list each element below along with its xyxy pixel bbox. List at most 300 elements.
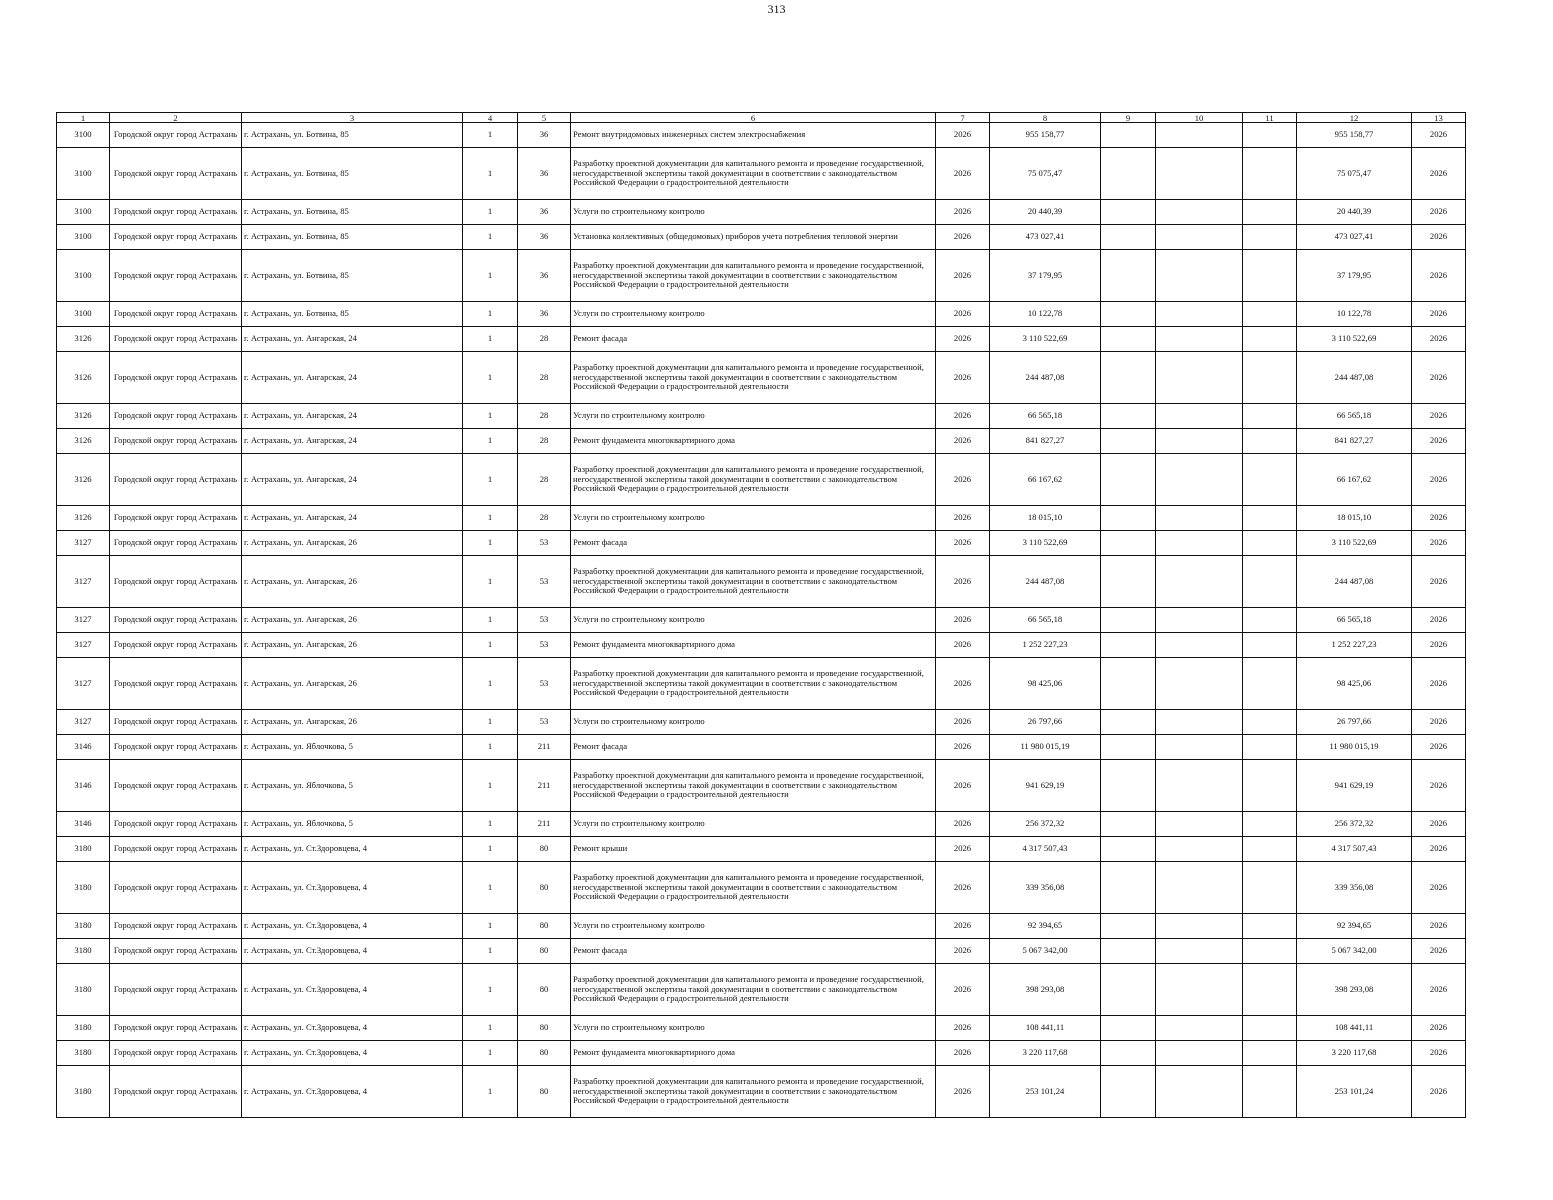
capital-repair-table bbox=[56, 112, 1466, 1118]
col-10-cell bbox=[1156, 658, 1243, 710]
completion-year-cell: 2026 bbox=[1412, 633, 1466, 658]
completion-year-cell: 2026 bbox=[1412, 914, 1466, 939]
address-cell: г. Астрахань, ул. Яблочкова, 5 bbox=[242, 812, 463, 837]
address-cell: г. Астрахань, ул. Ангарская, 24 bbox=[242, 404, 463, 429]
col-11-cell bbox=[1243, 225, 1297, 250]
row-id-cell: 3127 bbox=[57, 531, 110, 556]
cost-cell: 98 425,06 bbox=[990, 658, 1101, 710]
row-id-cell: 3127 bbox=[57, 633, 110, 658]
completion-year-cell: 2026 bbox=[1412, 939, 1466, 964]
col-10-cell bbox=[1156, 250, 1243, 302]
col-5-cell: 80 bbox=[518, 837, 571, 862]
col-10-cell bbox=[1156, 506, 1243, 531]
col-11-cell bbox=[1243, 123, 1297, 148]
col-11-cell bbox=[1243, 939, 1297, 964]
col-5-cell: 80 bbox=[518, 1016, 571, 1041]
year-cell: 2026 bbox=[936, 862, 990, 914]
total-cost-cell: 108 441,11 bbox=[1297, 1016, 1412, 1041]
work-type-cell: Ремонт фундамента многоквартирного дома bbox=[571, 1041, 936, 1066]
municipality-cell: Городской округ город Астрахань bbox=[110, 812, 242, 837]
cost-cell: 244 487,08 bbox=[990, 556, 1101, 608]
col-11-cell bbox=[1243, 200, 1297, 225]
municipality-cell: Городской округ город Астрахань bbox=[110, 506, 242, 531]
completion-year-cell: 2026 bbox=[1412, 352, 1466, 404]
col-4-cell: 1 bbox=[463, 914, 518, 939]
completion-year-cell: 2026 bbox=[1412, 327, 1466, 352]
col-4-cell: 1 bbox=[463, 658, 518, 710]
table-row bbox=[57, 404, 1466, 429]
address-cell: г. Астрахань, ул. Ботвина, 85 bbox=[242, 200, 463, 225]
year-cell: 2026 bbox=[936, 352, 990, 404]
work-type-cell: Ремонт фасада bbox=[571, 531, 936, 556]
col-4-cell: 1 bbox=[463, 939, 518, 964]
work-type-cell: Разработку проектной документации для капитального ремонта и проведение государственной, негосударственной экспертизы такой документации в соответствии с законодательством Российской Федерации о градостроительной деятельности bbox=[571, 862, 936, 914]
municipality-cell: Городской округ город Астрахань bbox=[110, 914, 242, 939]
row-id-cell: 3126 bbox=[57, 454, 110, 506]
total-cost-cell: 3 220 117,68 bbox=[1297, 1041, 1412, 1066]
total-cost-cell: 398 293,08 bbox=[1297, 964, 1412, 1016]
work-type-cell: Услуги по строительному контролю bbox=[571, 200, 936, 225]
col-5-cell: 80 bbox=[518, 862, 571, 914]
work-type-cell: Разработку проектной документации для капитального ремонта и проведение государственной, негосударственной экспертизы такой документации в соответствии с законодательством Российской Федерации о градостроительной деятельности bbox=[571, 148, 936, 200]
completion-year-cell: 2026 bbox=[1412, 812, 1466, 837]
completion-year-cell: 2026 bbox=[1412, 710, 1466, 735]
cost-cell: 339 356,08 bbox=[990, 862, 1101, 914]
total-cost-cell: 339 356,08 bbox=[1297, 862, 1412, 914]
row-id-cell: 3100 bbox=[57, 250, 110, 302]
col-10-cell bbox=[1156, 429, 1243, 454]
work-type-cell: Разработку проектной документации для капитального ремонта и проведение государственной, негосударственной экспертизы такой документации в соответствии с законодательством Российской Федерации о градостроительной деятельности bbox=[571, 352, 936, 404]
col-10-cell bbox=[1156, 1041, 1243, 1066]
completion-year-cell: 2026 bbox=[1412, 225, 1466, 250]
table-row bbox=[57, 123, 1466, 148]
col-4-cell: 1 bbox=[463, 710, 518, 735]
col-10-cell bbox=[1156, 148, 1243, 200]
col-4-cell: 1 bbox=[463, 812, 518, 837]
work-type-cell: Разработку проектной документации для капитального ремонта и проведение государственной, негосударственной экспертизы такой документации в соответствии с законодательством Российской Федерации о градостроительной деятельности bbox=[571, 556, 936, 608]
col-9-cell bbox=[1101, 837, 1156, 862]
col-4-cell: 1 bbox=[463, 608, 518, 633]
row-id-cell: 3127 bbox=[57, 710, 110, 735]
col-9-cell bbox=[1101, 327, 1156, 352]
total-cost-cell: 941 629,19 bbox=[1297, 760, 1412, 812]
total-cost-cell: 841 827,27 bbox=[1297, 429, 1412, 454]
address-cell: г. Астрахань, ул. Ангарская, 26 bbox=[242, 633, 463, 658]
total-cost-cell: 244 487,08 bbox=[1297, 556, 1412, 608]
cost-cell: 37 179,95 bbox=[990, 250, 1101, 302]
col-9-cell bbox=[1101, 862, 1156, 914]
col-9-cell bbox=[1101, 454, 1156, 506]
col-9-cell bbox=[1101, 352, 1156, 404]
address-cell: г. Астрахань, ул. Ангарская, 24 bbox=[242, 506, 463, 531]
row-id-cell: 3146 bbox=[57, 760, 110, 812]
work-type-cell: Установка коллективных (общедомовых) приборов учета потребления тепловой энергии bbox=[571, 225, 936, 250]
total-cost-cell: 98 425,06 bbox=[1297, 658, 1412, 710]
work-type-cell: Ремонт фасада bbox=[571, 735, 936, 760]
col-11-cell bbox=[1243, 608, 1297, 633]
completion-year-cell: 2026 bbox=[1412, 302, 1466, 327]
col-11-cell bbox=[1243, 633, 1297, 658]
row-id-cell: 3126 bbox=[57, 352, 110, 404]
address-cell: г. Астрахань, ул. Ст.Здоровцева, 4 bbox=[242, 837, 463, 862]
cost-cell: 941 629,19 bbox=[990, 760, 1101, 812]
col-9-cell bbox=[1101, 710, 1156, 735]
col-10-cell bbox=[1156, 454, 1243, 506]
col-5-cell: 211 bbox=[518, 760, 571, 812]
total-cost-cell: 20 440,39 bbox=[1297, 200, 1412, 225]
row-id-cell: 3180 bbox=[57, 1066, 110, 1118]
col-10-cell bbox=[1156, 1066, 1243, 1118]
municipality-cell: Городской округ город Астрахань bbox=[110, 735, 242, 760]
col-11-cell bbox=[1243, 1041, 1297, 1066]
address-cell: г. Астрахань, ул. Яблочкова, 5 bbox=[242, 735, 463, 760]
table-row bbox=[57, 225, 1466, 250]
col-4-cell: 1 bbox=[463, 250, 518, 302]
address-cell: г. Астрахань, ул. Ст.Здоровцева, 4 bbox=[242, 862, 463, 914]
col-11-cell bbox=[1243, 148, 1297, 200]
col-10-cell bbox=[1156, 914, 1243, 939]
col-10-cell bbox=[1156, 556, 1243, 608]
row-id-cell: 3180 bbox=[57, 837, 110, 862]
address-cell: г. Астрахань, ул. Ботвина, 85 bbox=[242, 302, 463, 327]
address-cell: г. Астрахань, ул. Ст.Здоровцева, 4 bbox=[242, 939, 463, 964]
col-5-cell: 36 bbox=[518, 123, 571, 148]
col-9-cell bbox=[1101, 250, 1156, 302]
year-cell: 2026 bbox=[936, 1016, 990, 1041]
completion-year-cell: 2026 bbox=[1412, 1016, 1466, 1041]
completion-year-cell: 2026 bbox=[1412, 506, 1466, 531]
table-row bbox=[57, 250, 1466, 302]
row-id-cell: 3127 bbox=[57, 608, 110, 633]
year-cell: 2026 bbox=[936, 1066, 990, 1118]
municipality-cell: Городской округ город Астрахань bbox=[110, 531, 242, 556]
work-type-cell: Услуги по строительному контролю bbox=[571, 914, 936, 939]
col-5-cell: 28 bbox=[518, 506, 571, 531]
col-10-cell bbox=[1156, 608, 1243, 633]
col-9-cell bbox=[1101, 939, 1156, 964]
col-5-cell: 80 bbox=[518, 939, 571, 964]
col-11-cell bbox=[1243, 454, 1297, 506]
table-row bbox=[57, 710, 1466, 735]
work-type-cell: Услуги по строительному контролю bbox=[571, 608, 936, 633]
col-9-cell bbox=[1101, 302, 1156, 327]
municipality-cell: Городской округ город Астрахань bbox=[110, 302, 242, 327]
table-row bbox=[57, 862, 1466, 914]
col-4-cell: 1 bbox=[463, 1041, 518, 1066]
address-cell: г. Астрахань, ул. Яблочкова, 5 bbox=[242, 760, 463, 812]
col-11-cell bbox=[1243, 352, 1297, 404]
col-5-cell: 80 bbox=[518, 914, 571, 939]
cost-cell: 5 067 342,00 bbox=[990, 939, 1101, 964]
table-row bbox=[57, 964, 1466, 1016]
cost-cell: 473 027,41 bbox=[990, 225, 1101, 250]
table-row bbox=[57, 608, 1466, 633]
total-cost-cell: 3 110 522,69 bbox=[1297, 531, 1412, 556]
year-cell: 2026 bbox=[936, 302, 990, 327]
work-type-cell: Ремонт крыши bbox=[571, 837, 936, 862]
col-11-cell bbox=[1243, 404, 1297, 429]
col-5-cell: 80 bbox=[518, 964, 571, 1016]
col-9-cell bbox=[1101, 556, 1156, 608]
completion-year-cell: 2026 bbox=[1412, 454, 1466, 506]
col-9-cell bbox=[1101, 200, 1156, 225]
col-10-cell bbox=[1156, 225, 1243, 250]
row-id-cell: 3180 bbox=[57, 964, 110, 1016]
year-cell: 2026 bbox=[936, 658, 990, 710]
year-cell: 2026 bbox=[936, 735, 990, 760]
year-cell: 2026 bbox=[936, 608, 990, 633]
col-5-cell: 36 bbox=[518, 148, 571, 200]
row-id-cell: 3180 bbox=[57, 862, 110, 914]
col-10-cell bbox=[1156, 939, 1243, 964]
municipality-cell: Городской округ город Астрахань bbox=[110, 939, 242, 964]
col-4-cell: 1 bbox=[463, 633, 518, 658]
row-id-cell: 3127 bbox=[57, 658, 110, 710]
municipality-cell: Городской округ город Астрахань bbox=[110, 658, 242, 710]
col-4-cell: 1 bbox=[463, 1066, 518, 1118]
completion-year-cell: 2026 bbox=[1412, 837, 1466, 862]
row-id-cell: 3146 bbox=[57, 812, 110, 837]
col-11-cell bbox=[1243, 327, 1297, 352]
municipality-cell: Городской округ город Астрахань bbox=[110, 200, 242, 225]
col-5-cell: 28 bbox=[518, 327, 571, 352]
total-cost-cell: 37 179,95 bbox=[1297, 250, 1412, 302]
col-5-cell: 80 bbox=[518, 1066, 571, 1118]
row-id-cell: 3180 bbox=[57, 939, 110, 964]
col-4-cell: 1 bbox=[463, 225, 518, 250]
address-cell: г. Астрахань, ул. Ботвина, 85 bbox=[242, 225, 463, 250]
col-9-cell bbox=[1101, 633, 1156, 658]
table-row bbox=[57, 148, 1466, 200]
col-9-cell bbox=[1101, 964, 1156, 1016]
completion-year-cell: 2026 bbox=[1412, 404, 1466, 429]
row-id-cell: 3127 bbox=[57, 556, 110, 608]
row-id-cell: 3126 bbox=[57, 404, 110, 429]
col-4-cell: 1 bbox=[463, 735, 518, 760]
cost-cell: 92 394,65 bbox=[990, 914, 1101, 939]
column-header: 9 bbox=[1101, 113, 1156, 123]
total-cost-cell: 955 158,77 bbox=[1297, 123, 1412, 148]
col-5-cell: 53 bbox=[518, 633, 571, 658]
cost-cell: 66 565,18 bbox=[990, 608, 1101, 633]
col-5-cell: 211 bbox=[518, 735, 571, 760]
col-10-cell bbox=[1156, 123, 1243, 148]
total-cost-cell: 4 317 507,43 bbox=[1297, 837, 1412, 862]
col-5-cell: 28 bbox=[518, 454, 571, 506]
col-10-cell bbox=[1156, 633, 1243, 658]
col-10-cell bbox=[1156, 862, 1243, 914]
work-type-cell: Услуги по строительному контролю bbox=[571, 812, 936, 837]
year-cell: 2026 bbox=[936, 404, 990, 429]
col-9-cell bbox=[1101, 608, 1156, 633]
completion-year-cell: 2026 bbox=[1412, 531, 1466, 556]
col-5-cell: 53 bbox=[518, 710, 571, 735]
col-5-cell: 36 bbox=[518, 225, 571, 250]
col-9-cell bbox=[1101, 531, 1156, 556]
work-type-cell: Ремонт фасада bbox=[571, 939, 936, 964]
col-4-cell: 1 bbox=[463, 964, 518, 1016]
municipality-cell: Городской округ город Астрахань bbox=[110, 429, 242, 454]
address-cell: г. Астрахань, ул. Ангарская, 26 bbox=[242, 608, 463, 633]
municipality-cell: Городской округ город Астрахань bbox=[110, 225, 242, 250]
work-type-cell: Ремонт фасада bbox=[571, 327, 936, 352]
year-cell: 2026 bbox=[936, 123, 990, 148]
table-row bbox=[57, 531, 1466, 556]
municipality-cell: Городской округ город Астрахань bbox=[110, 633, 242, 658]
col-10-cell bbox=[1156, 531, 1243, 556]
column-header: 11 bbox=[1243, 113, 1297, 123]
total-cost-cell: 253 101,24 bbox=[1297, 1066, 1412, 1118]
row-id-cell: 3180 bbox=[57, 1016, 110, 1041]
completion-year-cell: 2026 bbox=[1412, 658, 1466, 710]
table-row bbox=[57, 633, 1466, 658]
row-id-cell: 3100 bbox=[57, 123, 110, 148]
cost-cell: 3 220 117,68 bbox=[990, 1041, 1101, 1066]
col-10-cell bbox=[1156, 760, 1243, 812]
col-9-cell bbox=[1101, 404, 1156, 429]
col-9-cell bbox=[1101, 760, 1156, 812]
year-cell: 2026 bbox=[936, 250, 990, 302]
cost-cell: 11 980 015,19 bbox=[990, 735, 1101, 760]
cost-cell: 108 441,11 bbox=[990, 1016, 1101, 1041]
municipality-cell: Городской округ город Астрахань bbox=[110, 1066, 242, 1118]
address-cell: г. Астрахань, ул. Ангарская, 26 bbox=[242, 658, 463, 710]
completion-year-cell: 2026 bbox=[1412, 964, 1466, 1016]
table-row bbox=[57, 302, 1466, 327]
address-cell: г. Астрахань, ул. Ангарская, 26 bbox=[242, 531, 463, 556]
work-type-cell: Разработку проектной документации для капитального ремонта и проведение государственной, негосударственной экспертизы такой документации в соответствии с законодательством Российской Федерации о градостроительной деятельности bbox=[571, 964, 936, 1016]
table-row bbox=[57, 454, 1466, 506]
work-type-cell: Услуги по строительному контролю bbox=[571, 302, 936, 327]
address-cell: г. Астрахань, ул. Ангарская, 26 bbox=[242, 710, 463, 735]
col-11-cell bbox=[1243, 429, 1297, 454]
municipality-cell: Городской округ город Астрахань bbox=[110, 352, 242, 404]
cost-cell: 66 167,62 bbox=[990, 454, 1101, 506]
col-11-cell bbox=[1243, 506, 1297, 531]
col-11-cell bbox=[1243, 531, 1297, 556]
municipality-cell: Городской округ город Астрахань bbox=[110, 964, 242, 1016]
completion-year-cell: 2026 bbox=[1412, 608, 1466, 633]
completion-year-cell: 2026 bbox=[1412, 760, 1466, 812]
year-cell: 2026 bbox=[936, 837, 990, 862]
col-11-cell bbox=[1243, 710, 1297, 735]
column-header: 6 bbox=[571, 113, 936, 123]
work-type-cell: Ремонт фундамента многоквартирного дома bbox=[571, 429, 936, 454]
work-type-cell: Разработку проектной документации для капитального ремонта и проведение государственной, негосударственной экспертизы такой документации в соответствии с законодательством Российской Федерации о градостроительной деятельности bbox=[571, 454, 936, 506]
municipality-cell: Городской округ город Астрахань bbox=[110, 710, 242, 735]
col-11-cell bbox=[1243, 812, 1297, 837]
work-type-cell: Разработку проектной документации для капитального ремонта и проведение государственной, негосударственной экспертизы такой документации в соответствии с законодательством Российской Федерации о градостроительной деятельности bbox=[571, 760, 936, 812]
column-header: 13 bbox=[1412, 113, 1466, 123]
work-type-cell: Ремонт фундамента многоквартирного дома bbox=[571, 633, 936, 658]
cost-cell: 20 440,39 bbox=[990, 200, 1101, 225]
column-header: 8 bbox=[990, 113, 1101, 123]
address-cell: г. Астрахань, ул. Ангарская, 26 bbox=[242, 556, 463, 608]
column-number-row bbox=[57, 113, 1466, 123]
col-4-cell: 1 bbox=[463, 404, 518, 429]
col-9-cell bbox=[1101, 123, 1156, 148]
year-cell: 2026 bbox=[936, 914, 990, 939]
col-10-cell bbox=[1156, 812, 1243, 837]
col-10-cell bbox=[1156, 352, 1243, 404]
col-11-cell bbox=[1243, 1016, 1297, 1041]
municipality-cell: Городской округ город Астрахань bbox=[110, 454, 242, 506]
year-cell: 2026 bbox=[936, 633, 990, 658]
table-body bbox=[57, 123, 1466, 1118]
address-cell: г. Астрахань, ул. Ботвина, 85 bbox=[242, 250, 463, 302]
total-cost-cell: 256 372,32 bbox=[1297, 812, 1412, 837]
total-cost-cell: 18 015,10 bbox=[1297, 506, 1412, 531]
work-type-cell: Разработку проектной документации для капитального ремонта и проведение государственной, негосударственной экспертизы такой документации в соответствии с законодательством Российской Федерации о градостроительной деятельности bbox=[571, 1066, 936, 1118]
total-cost-cell: 473 027,41 bbox=[1297, 225, 1412, 250]
col-4-cell: 1 bbox=[463, 556, 518, 608]
address-cell: г. Астрахань, ул. Ангарская, 24 bbox=[242, 454, 463, 506]
work-type-cell: Разработку проектной документации для капитального ремонта и проведение государственной, негосударственной экспертизы такой документации в соответствии с законодательством Российской Федерации о градостроительной деятельности bbox=[571, 250, 936, 302]
row-id-cell: 3100 bbox=[57, 225, 110, 250]
cost-cell: 244 487,08 bbox=[990, 352, 1101, 404]
address-cell: г. Астрахань, ул. Ангарская, 24 bbox=[242, 352, 463, 404]
municipality-cell: Городской округ город Астрахань bbox=[110, 123, 242, 148]
table-row bbox=[57, 506, 1466, 531]
table-row bbox=[57, 1041, 1466, 1066]
col-5-cell: 53 bbox=[518, 531, 571, 556]
completion-year-cell: 2026 bbox=[1412, 148, 1466, 200]
cost-cell: 841 827,27 bbox=[990, 429, 1101, 454]
year-cell: 2026 bbox=[936, 327, 990, 352]
col-11-cell bbox=[1243, 964, 1297, 1016]
address-cell: г. Астрахань, ул. Ст.Здоровцева, 4 bbox=[242, 1041, 463, 1066]
year-cell: 2026 bbox=[936, 225, 990, 250]
col-5-cell: 53 bbox=[518, 556, 571, 608]
col-10-cell bbox=[1156, 302, 1243, 327]
col-11-cell bbox=[1243, 862, 1297, 914]
row-id-cell: 3146 bbox=[57, 735, 110, 760]
completion-year-cell: 2026 bbox=[1412, 556, 1466, 608]
completion-year-cell: 2026 bbox=[1412, 200, 1466, 225]
page-number: 313 bbox=[767, 2, 786, 16]
work-type-cell: Разработку проектной документации для капитального ремонта и проведение государственной, негосударственной экспертизы такой документации в соответствии с законодательством Российской Федерации о градостроительной деятельности bbox=[571, 658, 936, 710]
table-row bbox=[57, 837, 1466, 862]
total-cost-cell: 244 487,08 bbox=[1297, 352, 1412, 404]
municipality-cell: Городской округ город Астрахань bbox=[110, 327, 242, 352]
year-cell: 2026 bbox=[936, 964, 990, 1016]
column-header: 4 bbox=[463, 113, 518, 123]
column-header: 3 bbox=[242, 113, 463, 123]
table-row bbox=[57, 200, 1466, 225]
col-9-cell bbox=[1101, 225, 1156, 250]
municipality-cell: Городской округ город Астрахань bbox=[110, 1041, 242, 1066]
address-cell: г. Астрахань, ул. Ст.Здоровцева, 4 bbox=[242, 1066, 463, 1118]
address-cell: г. Астрахань, ул. Ботвина, 85 bbox=[242, 123, 463, 148]
col-11-cell bbox=[1243, 556, 1297, 608]
col-4-cell: 1 bbox=[463, 1016, 518, 1041]
col-11-cell bbox=[1243, 760, 1297, 812]
year-cell: 2026 bbox=[936, 506, 990, 531]
col-9-cell bbox=[1101, 1066, 1156, 1118]
address-cell: г. Астрахань, ул. Ст.Здоровцева, 4 bbox=[242, 1016, 463, 1041]
municipality-cell: Городской округ город Астрахань bbox=[110, 760, 242, 812]
municipality-cell: Городской округ город Астрахань bbox=[110, 556, 242, 608]
cost-cell: 256 372,32 bbox=[990, 812, 1101, 837]
total-cost-cell: 66 565,18 bbox=[1297, 404, 1412, 429]
table-row bbox=[57, 735, 1466, 760]
col-9-cell bbox=[1101, 1041, 1156, 1066]
col-4-cell: 1 bbox=[463, 302, 518, 327]
completion-year-cell: 2026 bbox=[1412, 429, 1466, 454]
col-9-cell bbox=[1101, 914, 1156, 939]
col-11-cell bbox=[1243, 658, 1297, 710]
cost-cell: 398 293,08 bbox=[990, 964, 1101, 1016]
